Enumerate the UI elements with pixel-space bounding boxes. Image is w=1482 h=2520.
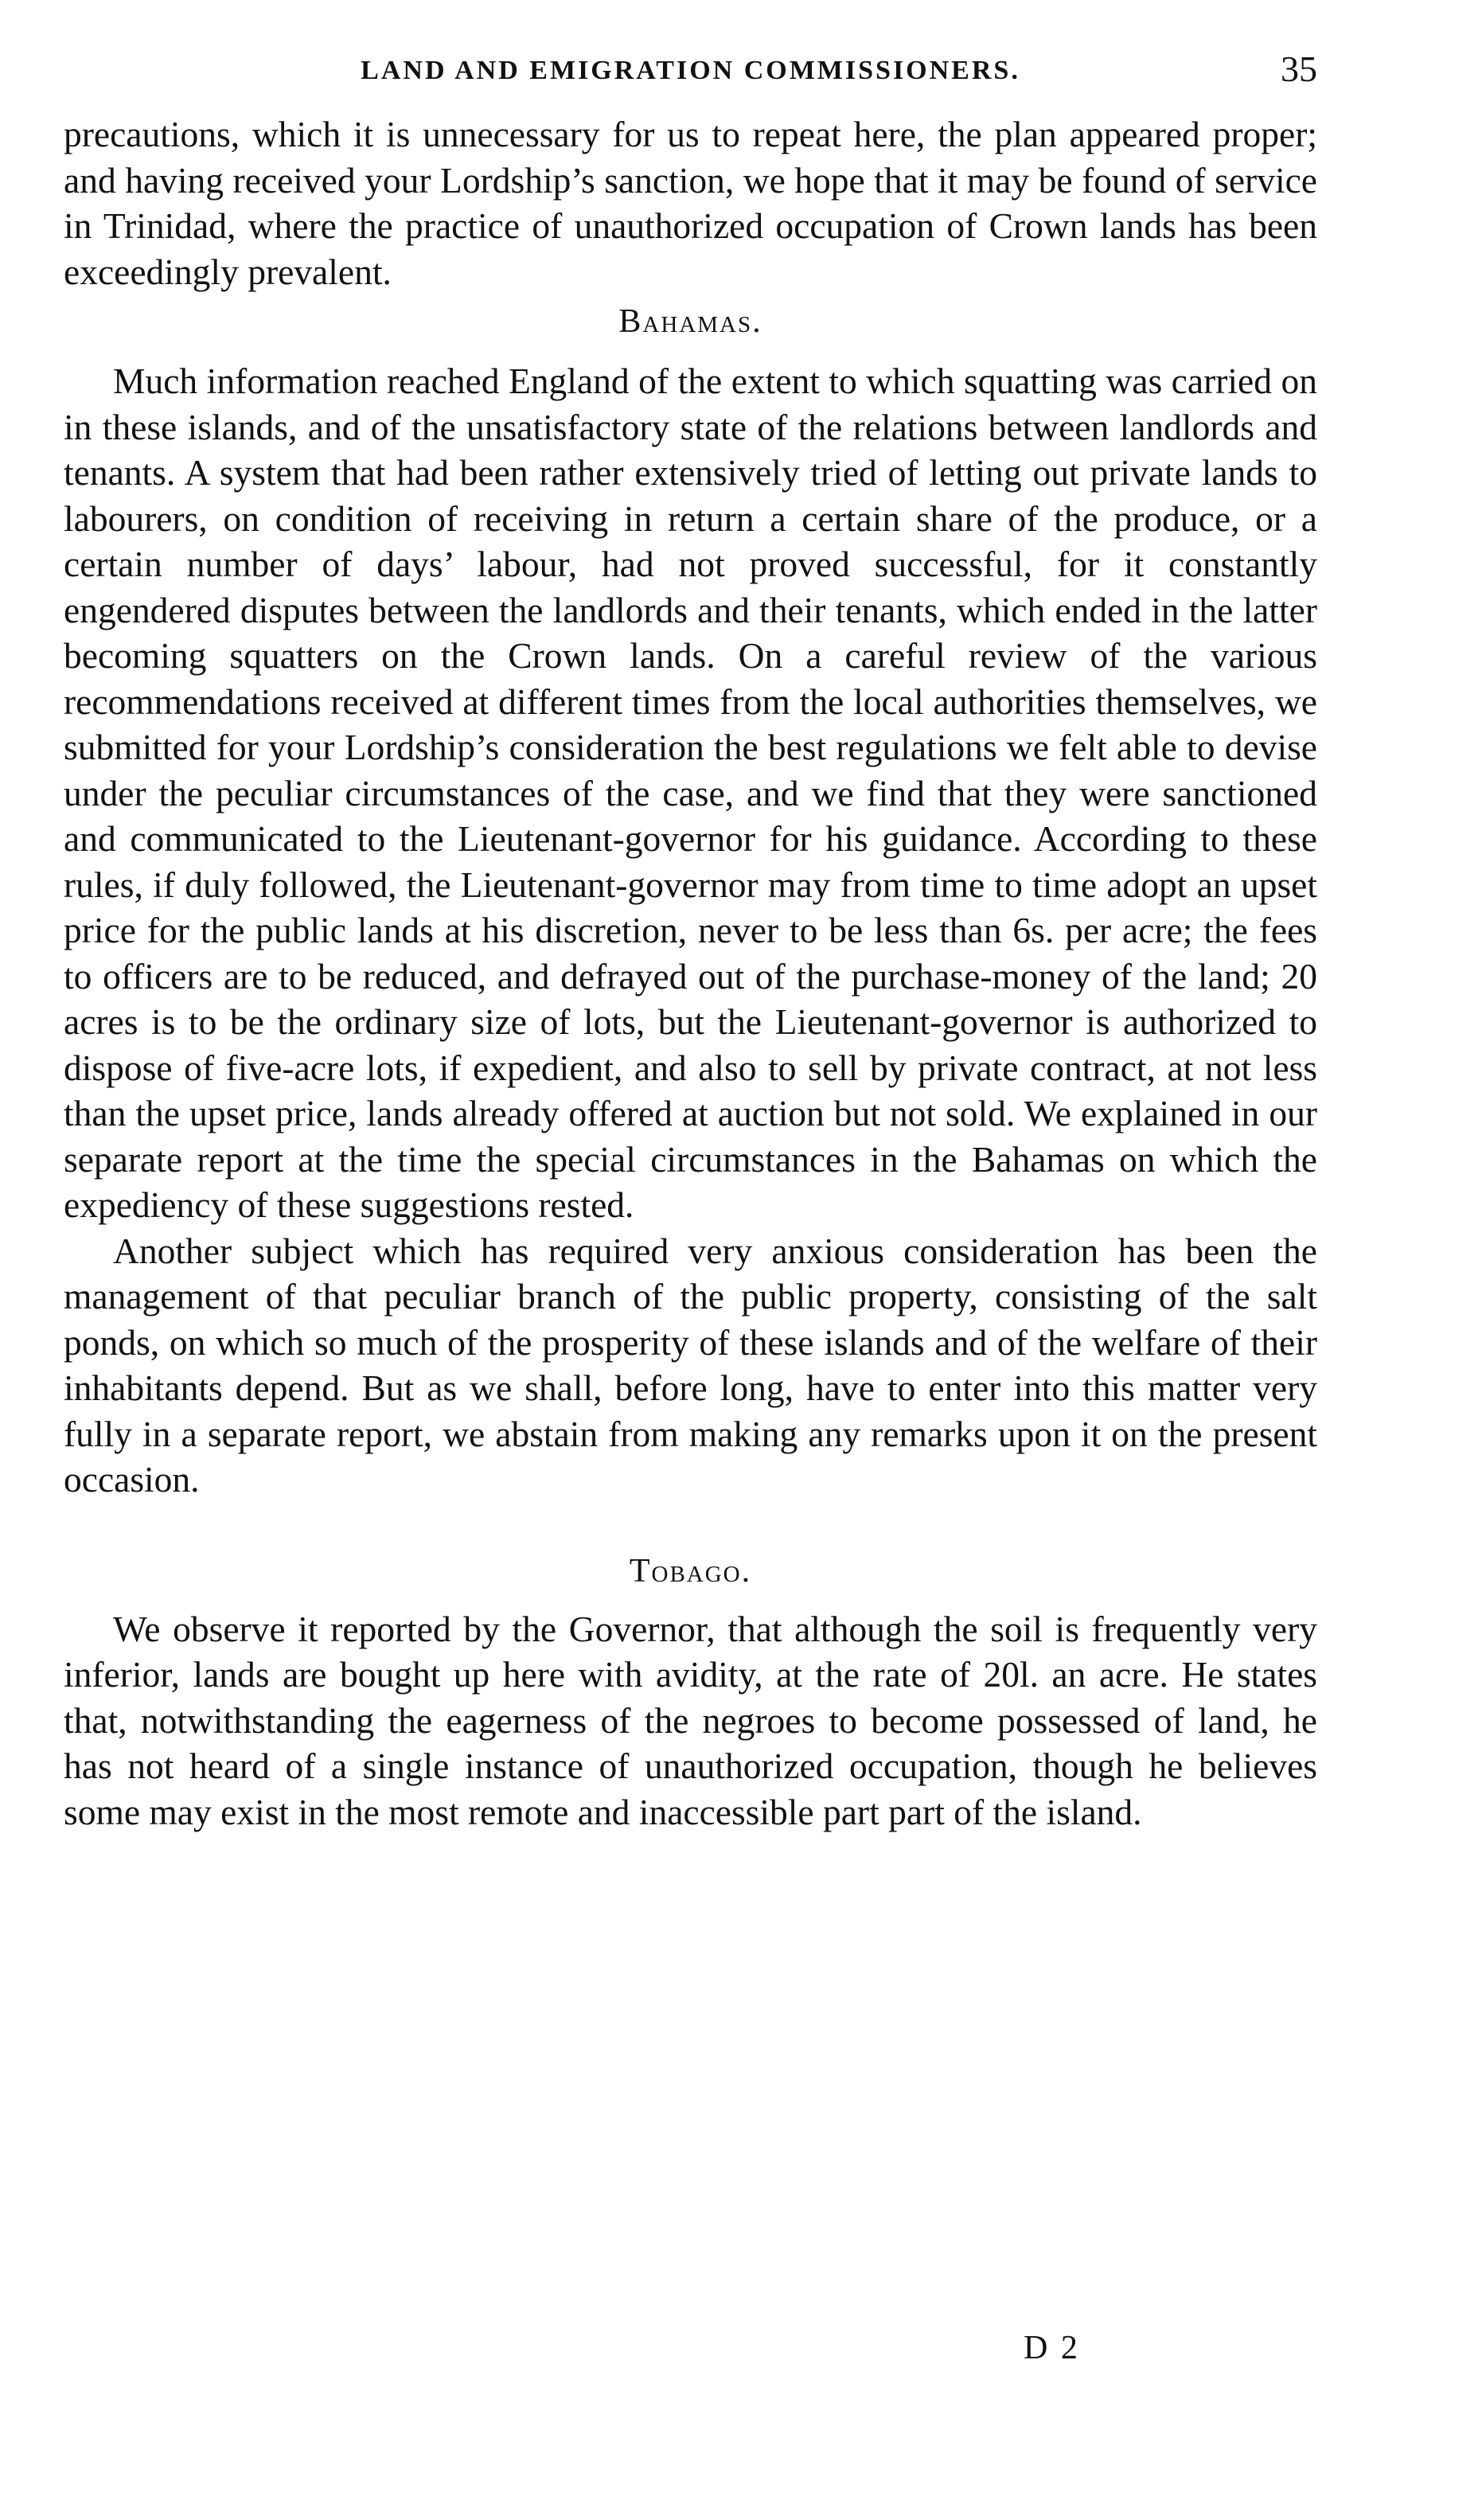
section-heading-bahamas: Bahamas.: [618, 303, 762, 340]
bahamas-paragraph-1: Much information reached England of the extent to which squatting was carried on in these islands, and of the unsatisfactory state of the relations between landlords and tenants. A system that had been rather extensively tried of letting out private lands to labourers, on condition of receiving in return a certain share of the produce, or a certain number of days’ labour, had not proved successful, for it constantly engendered disputes between the landlords and their tenants, which ended in the latter becoming squatters on the Crown lands. On a careful review of the various recommendations received at different times from the local authorities themselves, we submitted for your Lordship’s consideration the best regulations we felt able to devise under the peculiar circumstances of the case, and we find that they were sanctioned and communicated to the Lieutenant-governor for his guidance. According to these rules, if duly followed, the Lieutenant-governor may from time to time adopt an upset price for the public lands at his discretion, never to be less than 6s. per acre; the fees to officers are to be reduced, and defrayed out of the purchase-money of the land; 20 acres is to be the ordinary size of lots, but the Lieutenant-governor is authorized to dispose of five-acre lots, if expedient, and also to sell by private contract, at not less than the upset price, lands already offered at auction but not sold. We explained in our separate report at the time the special circumstances in the Bahamas on which the expediency of these suggestions rested.: [64, 361, 1317, 1225]
section-heading-tobago: Tobago.: [629, 1552, 752, 1590]
tobago-paragraph-1: We observe it reported by the Governor, that although the soil is frequently very inferior, lands are bought up here with avidity, at the rate of 20l. an acre. He states that, notwithstanding the eagerness of the negroes to become possessed of land, he has not heard of a single instance of unauthorized occupation, though he believes some may exist in the most remote and inaccessible part part of the island.: [64, 1608, 1317, 1832]
running-title: LAND AND EMIGRATION COMMISSIONERS.: [361, 56, 1020, 85]
running-head: [64, 48, 1317, 111]
page-number: 35: [1281, 49, 1317, 89]
bahamas-paragraph-2: Another subject which has required very anxious consideration has been the management of that peculiar branch of the public property, consisting of the salt ponds, on which so much of the prosperity of these islands and of the welfare of their inhabitants depend. But as we shall, before long, have to enter into this matter very fully in a separate report, we abstain from making any remarks upon it on the present occasion.: [64, 1230, 1317, 1500]
page: [64, 48, 1317, 1835]
signature-mark: D 2: [1024, 2330, 1080, 2366]
continuation-paragraph: precautions, which it is unnecessary for us to repeat here, the plan appeared proper; and having received your Lordship’s sanction, we hope that it may be found of service in Trinidad, where the practice of unauthorized occupation of Crown lands has been exceedingly prevalent.: [64, 114, 1317, 292]
